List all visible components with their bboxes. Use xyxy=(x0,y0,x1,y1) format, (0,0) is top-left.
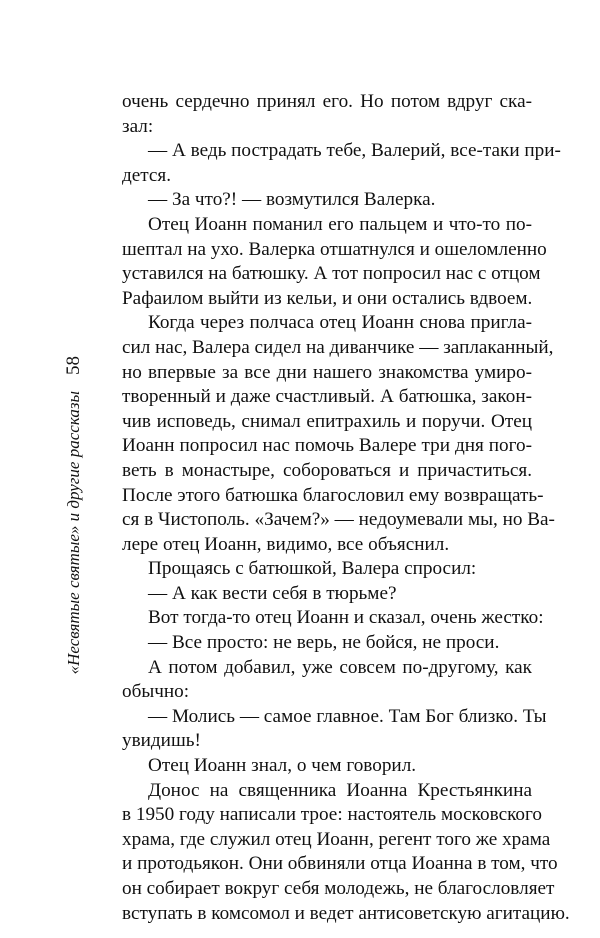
text-line: сил нас, Валера сидел на диванчике — заплаканный, xyxy=(122,336,554,358)
text-line: — Все просто: не верь, не бойся, не проси. xyxy=(148,632,500,654)
text-line: очень сердечно принял его. Но потом вдруг ска- xyxy=(122,91,532,112)
body-text xyxy=(122,90,570,926)
text-line: обычно: xyxy=(122,681,190,703)
text-line: — А ведь пострадать тебе, Валерий, все-таки при- xyxy=(148,140,561,162)
text-line: Вот тогда-то отец Иоанн и сказал, очень жестко: xyxy=(148,607,544,629)
text-line: Рафаилом выйти из кельи, и они остались вдвоем. xyxy=(122,287,533,309)
text-line: — За что?! — возмутился Валерка. xyxy=(148,189,436,211)
text-line: творенный и даже счастливый. А батюшка, закон- xyxy=(122,386,532,408)
text-line: зал: xyxy=(122,115,154,137)
text-line: он собирает вокруг себя молодежь, не благословляет xyxy=(122,878,555,899)
text-line: А потом добавил, уже совсем по-другому, как xyxy=(148,656,532,678)
text-line: Прощаясь с батюшкой, Валера спросил: xyxy=(148,558,477,580)
text-line: — А как вести себя в тюрьме? xyxy=(148,582,397,604)
text-line: — Молись — самое главное. Там Бог близко. Ты xyxy=(148,705,547,727)
text-line: Отец Иоанн знал, о чем говорил. xyxy=(148,755,417,777)
text-line: веть в монастыре, собороваться и причаститься. xyxy=(122,459,532,481)
text-line: шептал на ухо. Валерка отшатнулся и ошеломленно xyxy=(122,238,547,260)
text-line: дется. xyxy=(122,164,172,186)
text-line: в 1950 году написали трое: настоятель московского xyxy=(122,804,543,826)
text-line: вступать в комсомол и ведет антисоветскую агитацию. xyxy=(122,902,570,924)
running-header-rotated xyxy=(54,356,94,675)
text-line: увидишь! xyxy=(122,730,201,752)
text-line: После этого батюшка благословил ему возвращать- xyxy=(122,484,544,506)
running-header xyxy=(54,356,94,675)
text-line: Иоанн попросил нас помочь Валере три дня пого- xyxy=(122,435,532,457)
running-title: «Несвятые святые» и другие рассказы xyxy=(64,391,83,675)
text-line: Донос на священника Иоанна Крестьянкина xyxy=(148,779,532,801)
text-line: лере отец Иоанн, видимо, все объяснил. xyxy=(122,533,450,555)
text-line: и протодьякон. Они обвиняли отца Иоанна в том, что xyxy=(122,853,558,875)
text-line: уставился на батюшку. А тот попросил нас с отцом xyxy=(122,263,541,285)
text-line: храма, где служил отец Иоанн, регент того же храма xyxy=(122,828,551,850)
text-line: Отец Иоанн поманил его пальцем и что-то по- xyxy=(148,213,532,235)
text-line: чив исповедь, снимал епитрахиль и поручи. Отец xyxy=(122,410,532,432)
text-line: ся в Чистополь. «Зачем?» — недоумевали мы, но Ва- xyxy=(122,509,555,531)
page-number: 58 xyxy=(63,356,84,375)
text-line: Когда через полчаса отец Иоанн снова пригла- xyxy=(148,312,532,334)
text-line: но впервые за все дни нашего знакомства умиро- xyxy=(122,361,532,383)
